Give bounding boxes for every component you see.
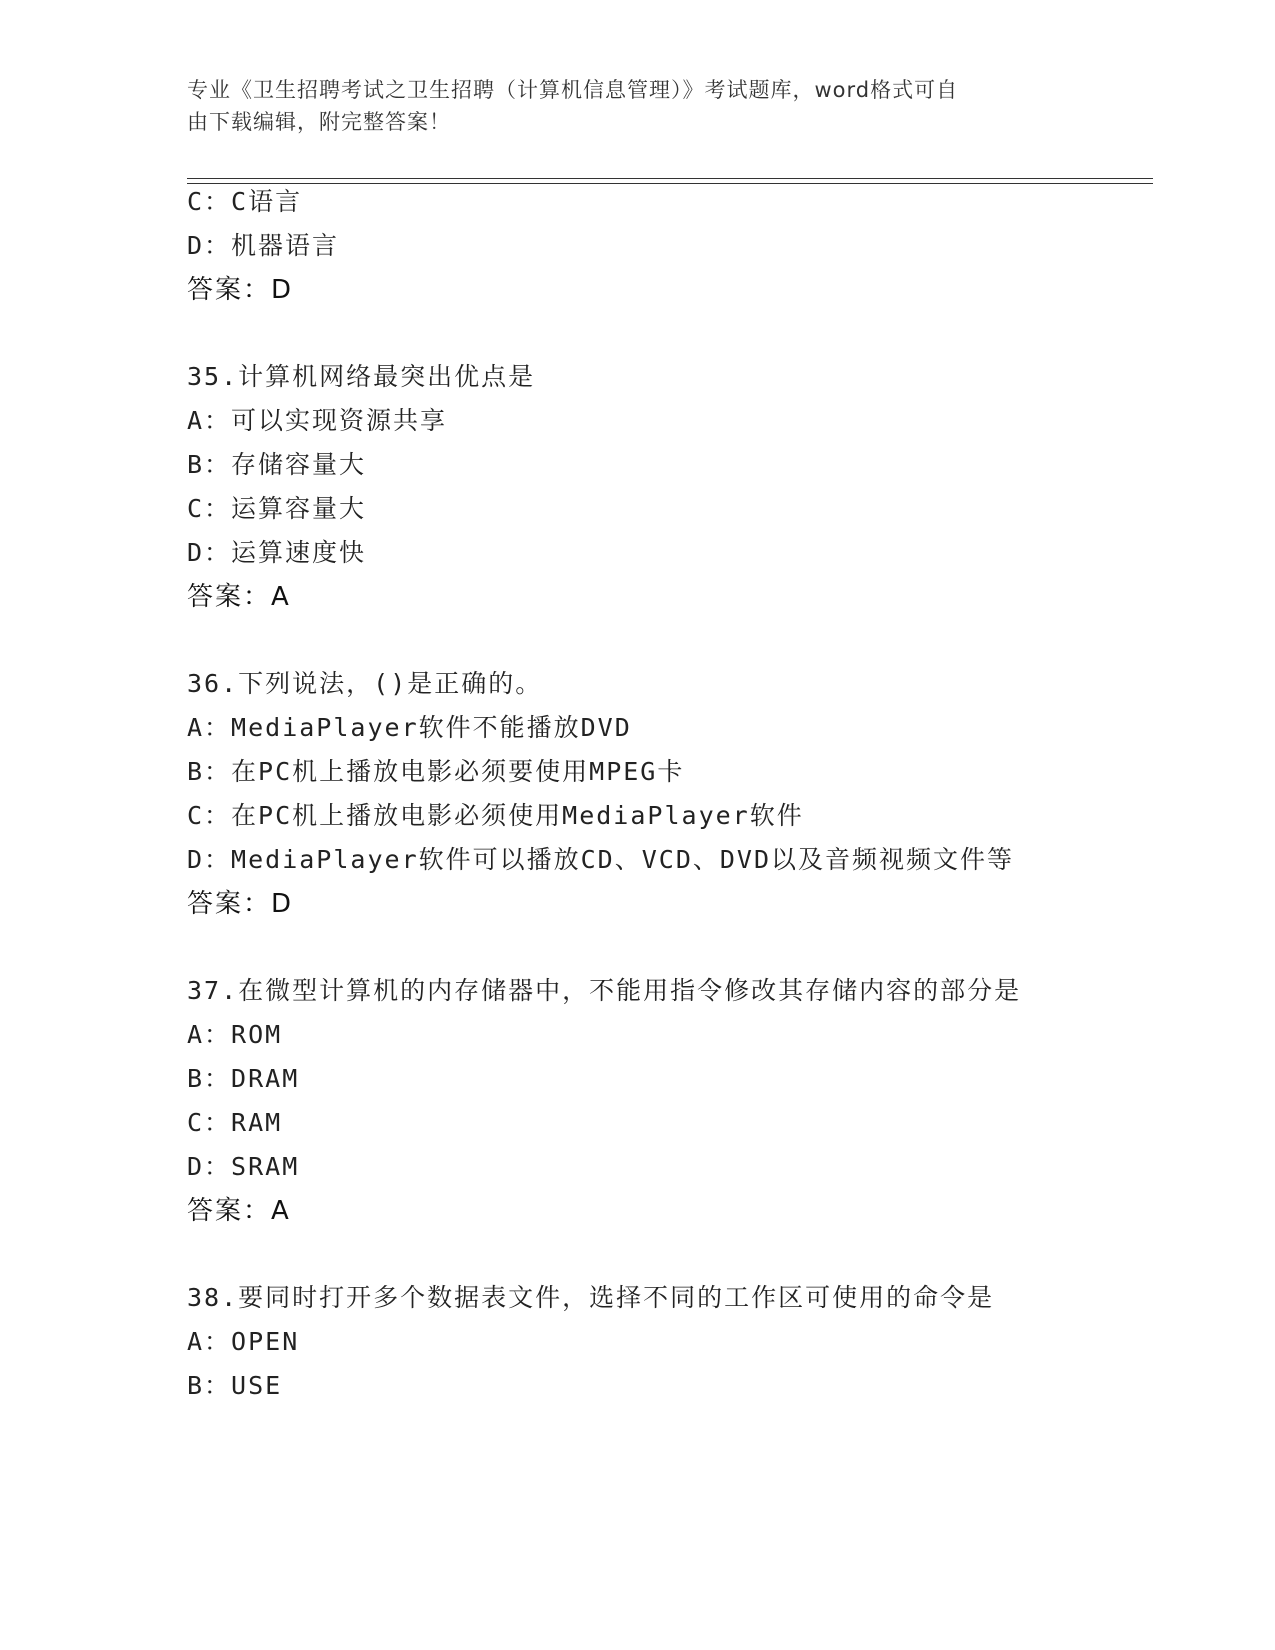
option-d: D：SRAM [187,1152,300,1181]
answer-line: 答案：D [187,889,294,919]
question-37: 37.在微型计算机的内存储器中，不能用指令修改其存储内容的部分是 [187,976,1022,1005]
option-c: C：在PC机上播放电影必须使用MediaPlayer软件 [187,801,804,830]
option-c: C：C语言 [187,187,303,216]
option-b: B：存储容量大 [187,450,367,479]
document-header [187,74,1087,138]
option-a: A：ROM [187,1020,283,1049]
header-line-2: 由下载编辑，附完整答案！ [187,110,451,134]
header-line-1: 专业《卫生招聘考试之卫生招聘（计算机信息管理）》考试题库，word格式可自 [187,78,959,102]
question-36: 36.下列说法，()是正确的。 [187,669,543,698]
option-a: A：OPEN [187,1327,300,1356]
question-38: 38.要同时打开多个数据表文件，选择不同的工作区可使用的命令是 [187,1283,995,1312]
answer-line: 答案：A [187,1196,291,1226]
option-d: D：运算速度快 [187,538,367,567]
option-b: B：DRAM [187,1064,300,1093]
header-divider-top [187,178,1153,179]
option-c: C：RAM [187,1108,283,1137]
option-d: D：机器语言 [187,231,340,260]
option-d: D：MediaPlayer软件可以播放CD、VCD、DVD以及音频视频文件等 [187,845,1015,874]
option-b: B：在PC机上播放电影必须要使用MPEG卡 [187,757,685,786]
option-a: A：MediaPlayer软件不能播放DVD [187,713,632,742]
answer-line: 答案：A [187,582,291,612]
header-divider-bottom [187,183,1153,184]
question-35: 35.计算机网络最突出优点是 [187,362,536,391]
option-c: C：运算容量大 [187,494,367,523]
option-b: B：USE [187,1371,283,1400]
answer-line: 答案：D [187,275,294,305]
option-a: A：可以实现资源共享 [187,406,448,435]
